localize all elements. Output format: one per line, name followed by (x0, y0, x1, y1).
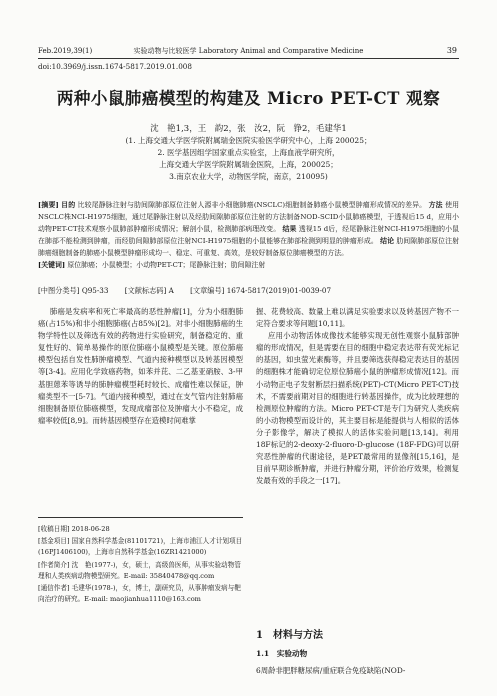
results-label: 结果 (282, 225, 297, 234)
article-id: [文章编号] 1674-5817(2019)01-0039-07 (190, 286, 332, 295)
paper-title: 两种小鼠肺癌模型的构建及 Micro PET-CT 观察 (56, 89, 441, 108)
footnote-rule (38, 517, 243, 518)
objective-text: 比较尾静脉注射与肋间隙肺部原位注射人源非小细胞肺癌(NSCLC)细胞制备肺癌小鼠模型肿瘤形成情况的差异。 (77, 201, 427, 209)
affiliation-line: 3.南京农业大学，动物医学院，南京，210095) (169, 172, 328, 181)
objective-label: 目的 (61, 201, 76, 209)
abstract-label: [摘要] (38, 201, 59, 209)
affiliations (80, 135, 417, 183)
document-code: [文献标志码] A (124, 286, 174, 295)
right-column (256, 306, 459, 487)
corresponding-author: [通信作者] 毛建华(1978-)，女，博士，副研究员，从事肿瘤发病与靶向治疗的研究。E-mail: maojianhua1110@163.com (38, 584, 241, 604)
affiliation-line: 上海交通大学医学院附属瑞金医院，上海，200025； (159, 160, 338, 169)
section-text: 6周龄非肥胖糖尿病/重症联合免疫缺陷(NOD- (256, 666, 406, 675)
doi: doi:10.3969/j.issn.1674-5817.2019.01.008 (38, 62, 192, 71)
page-number: 39 (446, 46, 457, 55)
received-date: [收稿日期] 2018-06-28 (38, 525, 110, 533)
funding: [基金项目] 国家自然科学基金(81101721)，上海市浦江人才计划项目(16PJ1406100)，上海市自然科学基金(16ZR1421000) (38, 537, 243, 557)
footnotes (38, 524, 243, 606)
subsection-heading: 1.1 实验动物 (256, 649, 308, 658)
running-header (38, 45, 459, 57)
author-list: 沈 艳1,3，王 韵2，张 汝2，阮 铮2，毛建华1 (150, 124, 347, 134)
conclusion-label: 结论 (380, 237, 395, 246)
intro-continuation: 握、花费较高、数量上难以满足实验要求以及转基因产物不一定符合要求等问题[10,11]。 (256, 307, 459, 329)
intro-paragraph: 肺癌是发病率和死亡率最高的恶性肿瘤[1]，分为小细胞肺癌(占15%)和非小细胞肺癌(占85%)[2]。对非小细胞肺癌的生物学特性以及筛选有效的药物进行实验研究，制备稳定的、重复性好的、简单易操作的原位肺癌小鼠模型是关键。原位肺癌模型包括自发性肺肿瘤模型、气道内接种模型以及转基因模型等[3-4]。应用化学致癌药物，如苯并芘、二乙基亚硝胺、3-甲基胆蒽苯等诱导的肺肿瘤模型耗时较长、成瘤性难以保证，肿瘤类型不一[5-7]。气道内接种模型，通过在支气管内注射肺癌细胞制备原位肺癌模型，发现成瘤部位及肿瘤大小不稳定，成瘤率较低[8,9]。而转基因模型存在造模时间难掌 (38, 307, 243, 425)
methods-text: 使用NSCLC株NCI-H1975细胞，通过尾静脉注射以及经肋间隙肺部原位注射的方法制备NOD-SCID小鼠肺癌模型，于透视后15 d，应用小动物PET-CT技术观察小鼠肺部肿瘤形成情况；解剖小鼠，检测肺部病理改变。 (38, 201, 460, 234)
keywords-label: [关键词] (38, 261, 66, 270)
affiliation-line: (1. 上海交通大学医学院附属瑞金医院实验医学研究中心，上海 200025； (125, 136, 372, 145)
intro-paragraph-2: 应用小动物活体成像技术能够实现无创性观察小鼠肺部肿瘤的形成情况，但是需要在目的细胞中稳定表达带有荧光标记的基因，如虫萤光素酶等，并且要筛选获得稳定表达目的基因的细胞株才能确切定位原位肺癌小鼠的肿瘤形成情况[12]。而小动物正电子发射断层扫描系统(PET)-CT(Micro PET-CT)技术，不需要前期对目的细胞进行转基因操作，成为比较理想的检测原位肿瘤的方法。Micro PET-CT是专门为研究人类疾病的小动物模型而设计的，其主要目标是能提供与人相似的活体分子影像学，解决了模拟人的活体实验问题[13,14]。利用18F标记的2-deoxy-2-fluoro-D-glucose (18F-FDG)可以研究恶性肿瘤的代谢途径，是PET最常用的显像剂[15,16]，是目前早期诊断肿瘤，并进行肿瘤分期，评价治疗效果，检测复发最有效的手段之一[17]。 (256, 331, 459, 486)
left-column (38, 306, 243, 427)
classification-line (38, 286, 459, 296)
affiliation-line: 2. 医学基因组学国家重点实验室，上海血液学研究所， (157, 148, 340, 157)
issue-label: Feb.2019,39(1) (38, 47, 93, 55)
journal-name: 实验动物与比较医学 Laboratory Animal and Comparative Medicine (133, 47, 364, 55)
header-rule (38, 58, 459, 59)
results-text: 透视15 d后，经尾静脉注射NCI-H1975细胞的小鼠在肺部不能检测到肿瘤，而经肋间隙肺部原位注射NCI-H1975细胞的小鼠能够在肺部检测到明显的肿瘤形成。 (38, 225, 460, 246)
abstract (38, 199, 459, 272)
section-heading: 1 材料与方法 (256, 630, 323, 641)
methods-label: 方法 (428, 201, 443, 209)
conclusion-text: 肋间隙肺部原位注射肺癌细胞制备的肺癌小鼠模型肿瘤形成均一、稳定、可重复、高效，是较好制备原位肺癌模型的方法。 (38, 237, 459, 258)
clc-number: [中图分类号] Q95-33 (38, 286, 109, 295)
author-bio: [作者简介] 沈 艳(1977-)，女，硕士，高级兽医师，从事实验动物管理和人类疾病动物模型研究。E-mail: 35840478@qq.com (38, 560, 241, 580)
keywords-text: 原位肺癌；小鼠模型；小动物PET-CT；尾静脉注射；肋间隙注射 (67, 261, 266, 270)
